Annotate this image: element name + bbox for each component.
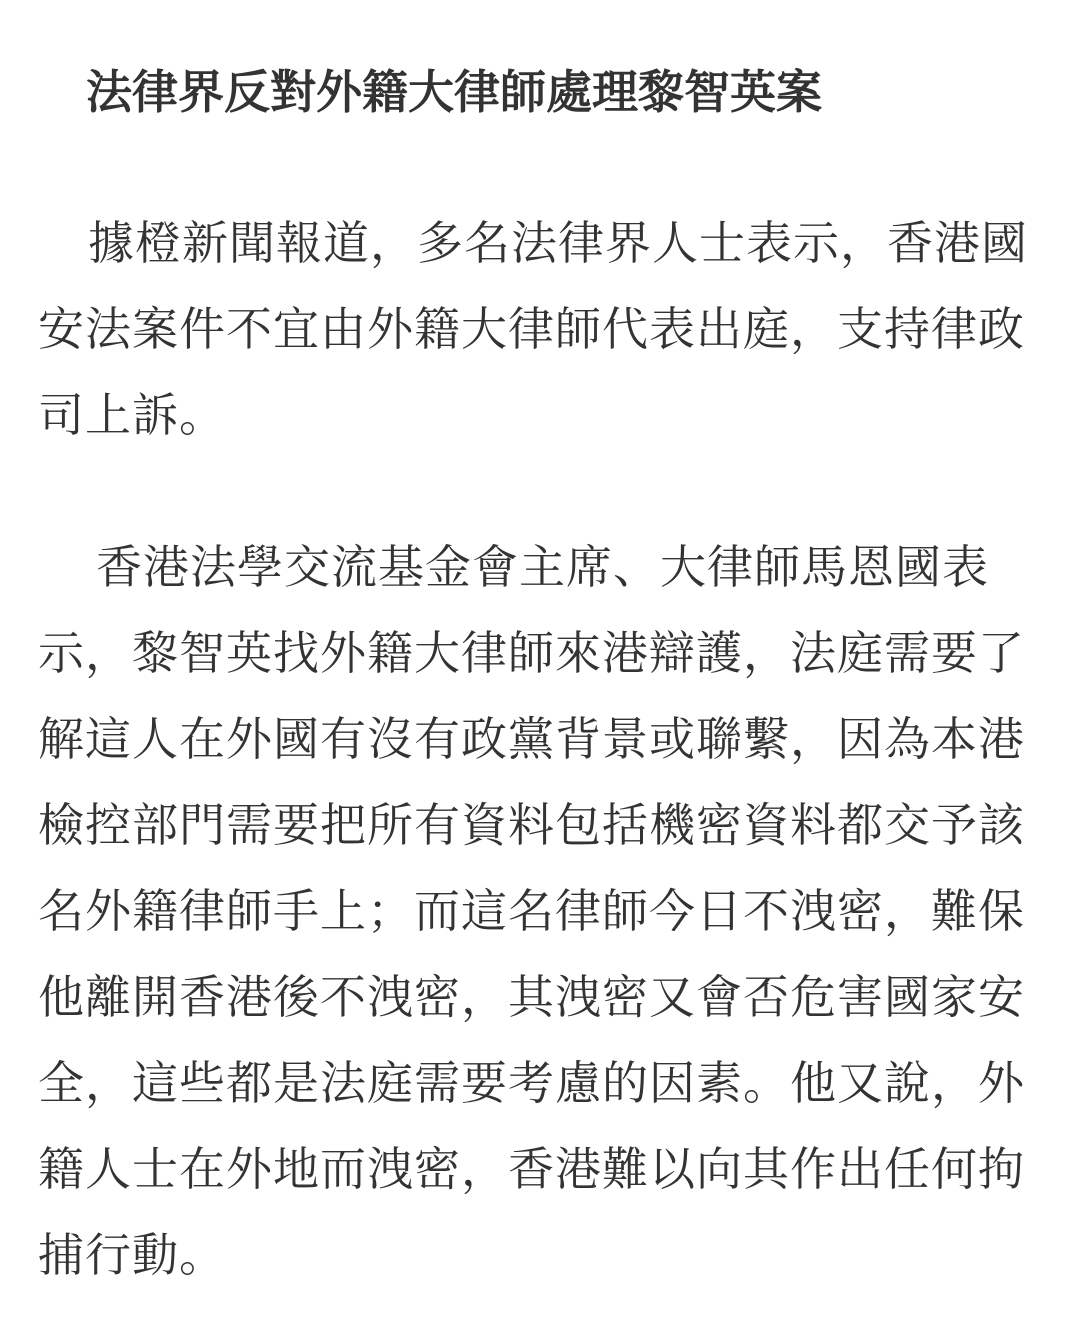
- paragraph-line: 檢控部門需要把所有資料包括機密資料都交予該: [38, 798, 1025, 852]
- paragraph-line: 解這人在外國有沒有政黨背景或聯繫，因為本港: [38, 712, 1025, 766]
- article-title: 法律界反對外籍大律師處理黎智英案: [86, 65, 822, 119]
- paragraph-line: 安法案件不宜由外籍大律師代表出庭，支持律政: [38, 302, 1025, 356]
- paragraph-line: 香港法學交流基金會主席、大律師馬恩國表: [96, 540, 989, 594]
- paragraph-1: [38, 200, 1050, 458]
- paragraph-line: 司上訴。: [38, 388, 226, 442]
- paragraph-line: 捕行動。: [38, 1228, 226, 1282]
- paragraph-line: 示，黎智英找外籍大律師來港辯護，法庭需要了: [38, 626, 1025, 680]
- paragraph-line: 籍人士在外地而洩密，香港難以向其作出任何拘: [38, 1142, 1025, 1196]
- paragraph-line: 全，這些都是法庭需要考慮的因素。他又說，外: [38, 1056, 1025, 1110]
- paragraph-line: 名外籍律師手上；而這名律師今日不洩密，難保: [38, 884, 1025, 938]
- paragraph-2: [38, 524, 1050, 1298]
- paragraph-line: 他離開香港後不洩密，其洩密又會否危害國家安: [38, 970, 1025, 1024]
- paragraph-line: 據橙新聞報道，多名法律界人士表示，香港國: [88, 216, 1028, 270]
